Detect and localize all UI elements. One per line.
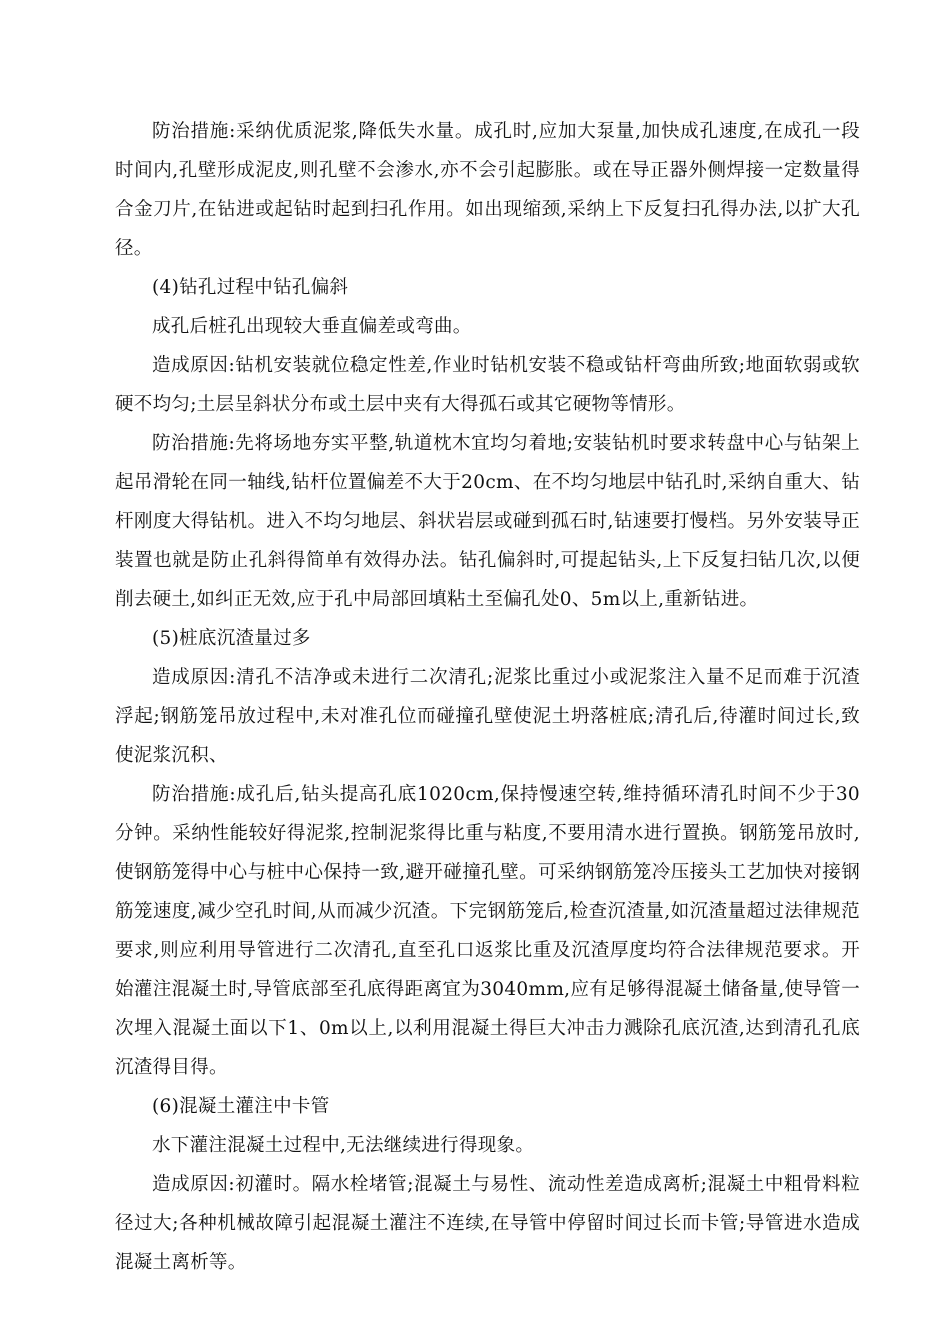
paragraph-blockage-description: 水下灌注混凝土过程中,无法继续进行得现象。 [152,1135,535,1156]
section-heading-4: (4)钻孔过程中钻孔偏斜 [152,277,349,298]
paragraph-sediment-prevention: 防治措施:成孔后,钻头提高孔底1020cm,保持慢速空转,维持循环清孔时间不少于30分钟。采纳性能较好得泥浆,控制泥浆得比重与粘度,不要用清水进行置换。钢筋笼吊放时,使钢筋笼得中心与桩中心保持一致,避开碰撞孔壁。可采纳钢筋笼冷压接头工艺加快对接钢筋笼速度,减少空孔时间,从而减少沉渣。下完钢筋笼后,检查沉渣量,如沉渣量超过法律规范要求,则应利用导管进行二次清孔,直至孔口返浆比重及沉渣厚度均符合法律规范要求。开始灌注混凝土时,导管底部至孔底得距离宜为3040mm,应有足够得混凝土储备量,使导管一次埋入混凝土面以下1、0m以上,以利用混凝土得巨大冲击力溅除孔底沉渣,达到清孔孔底沉渣得目得。 [115,784,860,1078]
paragraph-sediment-cause: 造成原因:清孔不洁净或未进行二次清孔;泥浆比重过小或泥浆注入量不足而难于沉渣浮起;钢筋笼吊放过程中,未对准孔位而碰撞孔壁使泥土坍落桩底;清孔后,待灌时间过长,致使泥浆沉积、 [115,667,860,766]
paragraph-deviation-prevention: 防治措施:先将场地夯实平整,轨道枕木宜均匀着地;安装钻机时要求转盘中心与钻架上起吊滑轮在同一轴线,钻杆位置偏差不大于20cm、在不均匀地层中钻孔时,采纳自重大、钻杆刚度大得钻机。进入不均匀地层、斜状岩层或碰到孤石时,钻速要打慢档。另外安装导正装置也就是防止孔斜得简单有效得办法。钻孔偏斜时,可提起钻头,上下反复扫钻几次,以便削去硬土,如纠正无效,应于孔中局部回填粘土至偏孔处0、5m以上,重新钻进。 [115,433,860,610]
section-heading-5: (5)桩底沉渣量过多 [152,628,311,649]
paragraph-shrinkage-prevention: 防治措施:采纳优质泥浆,降低失水量。成孔时,应加大泵量,加快成孔速度,在成孔一段时间内,孔壁形成泥皮,则孔壁不会渗水,亦不会引起膨胀。或在导正器外侧焊接一定数量得合金刀片,在钻进或起钻时起到扫孔作用。如出现缩颈,采纳上下反复扫孔得办法,以扩大孔径。 [115,121,860,259]
paragraph-blockage-cause: 造成原因:初灌时。隔水栓堵管;混凝土与易性、流动性差造成离析;混凝土中粗骨料粒径过大;各种机械故障引起混凝土灌注不连续,在导管中停留时间过长而卡管;导管进水造成混凝土离析等。 [115,1174,860,1273]
document-body [115,112,860,1282]
paragraph-deviation-description: 成孔后桩孔出现较大垂直偏差或弯曲。 [152,316,472,337]
section-heading-6: (6)混凝土灌注中卡管 [152,1096,330,1117]
paragraph-deviation-cause: 造成原因:钻机安装就位稳定性差,作业时钻机安装不稳或钻杆弯曲所致;地面软弱或软硬不均匀;土层呈斜状分布或土层中夹有大得孤石或其它硬物等情形。 [115,355,860,415]
